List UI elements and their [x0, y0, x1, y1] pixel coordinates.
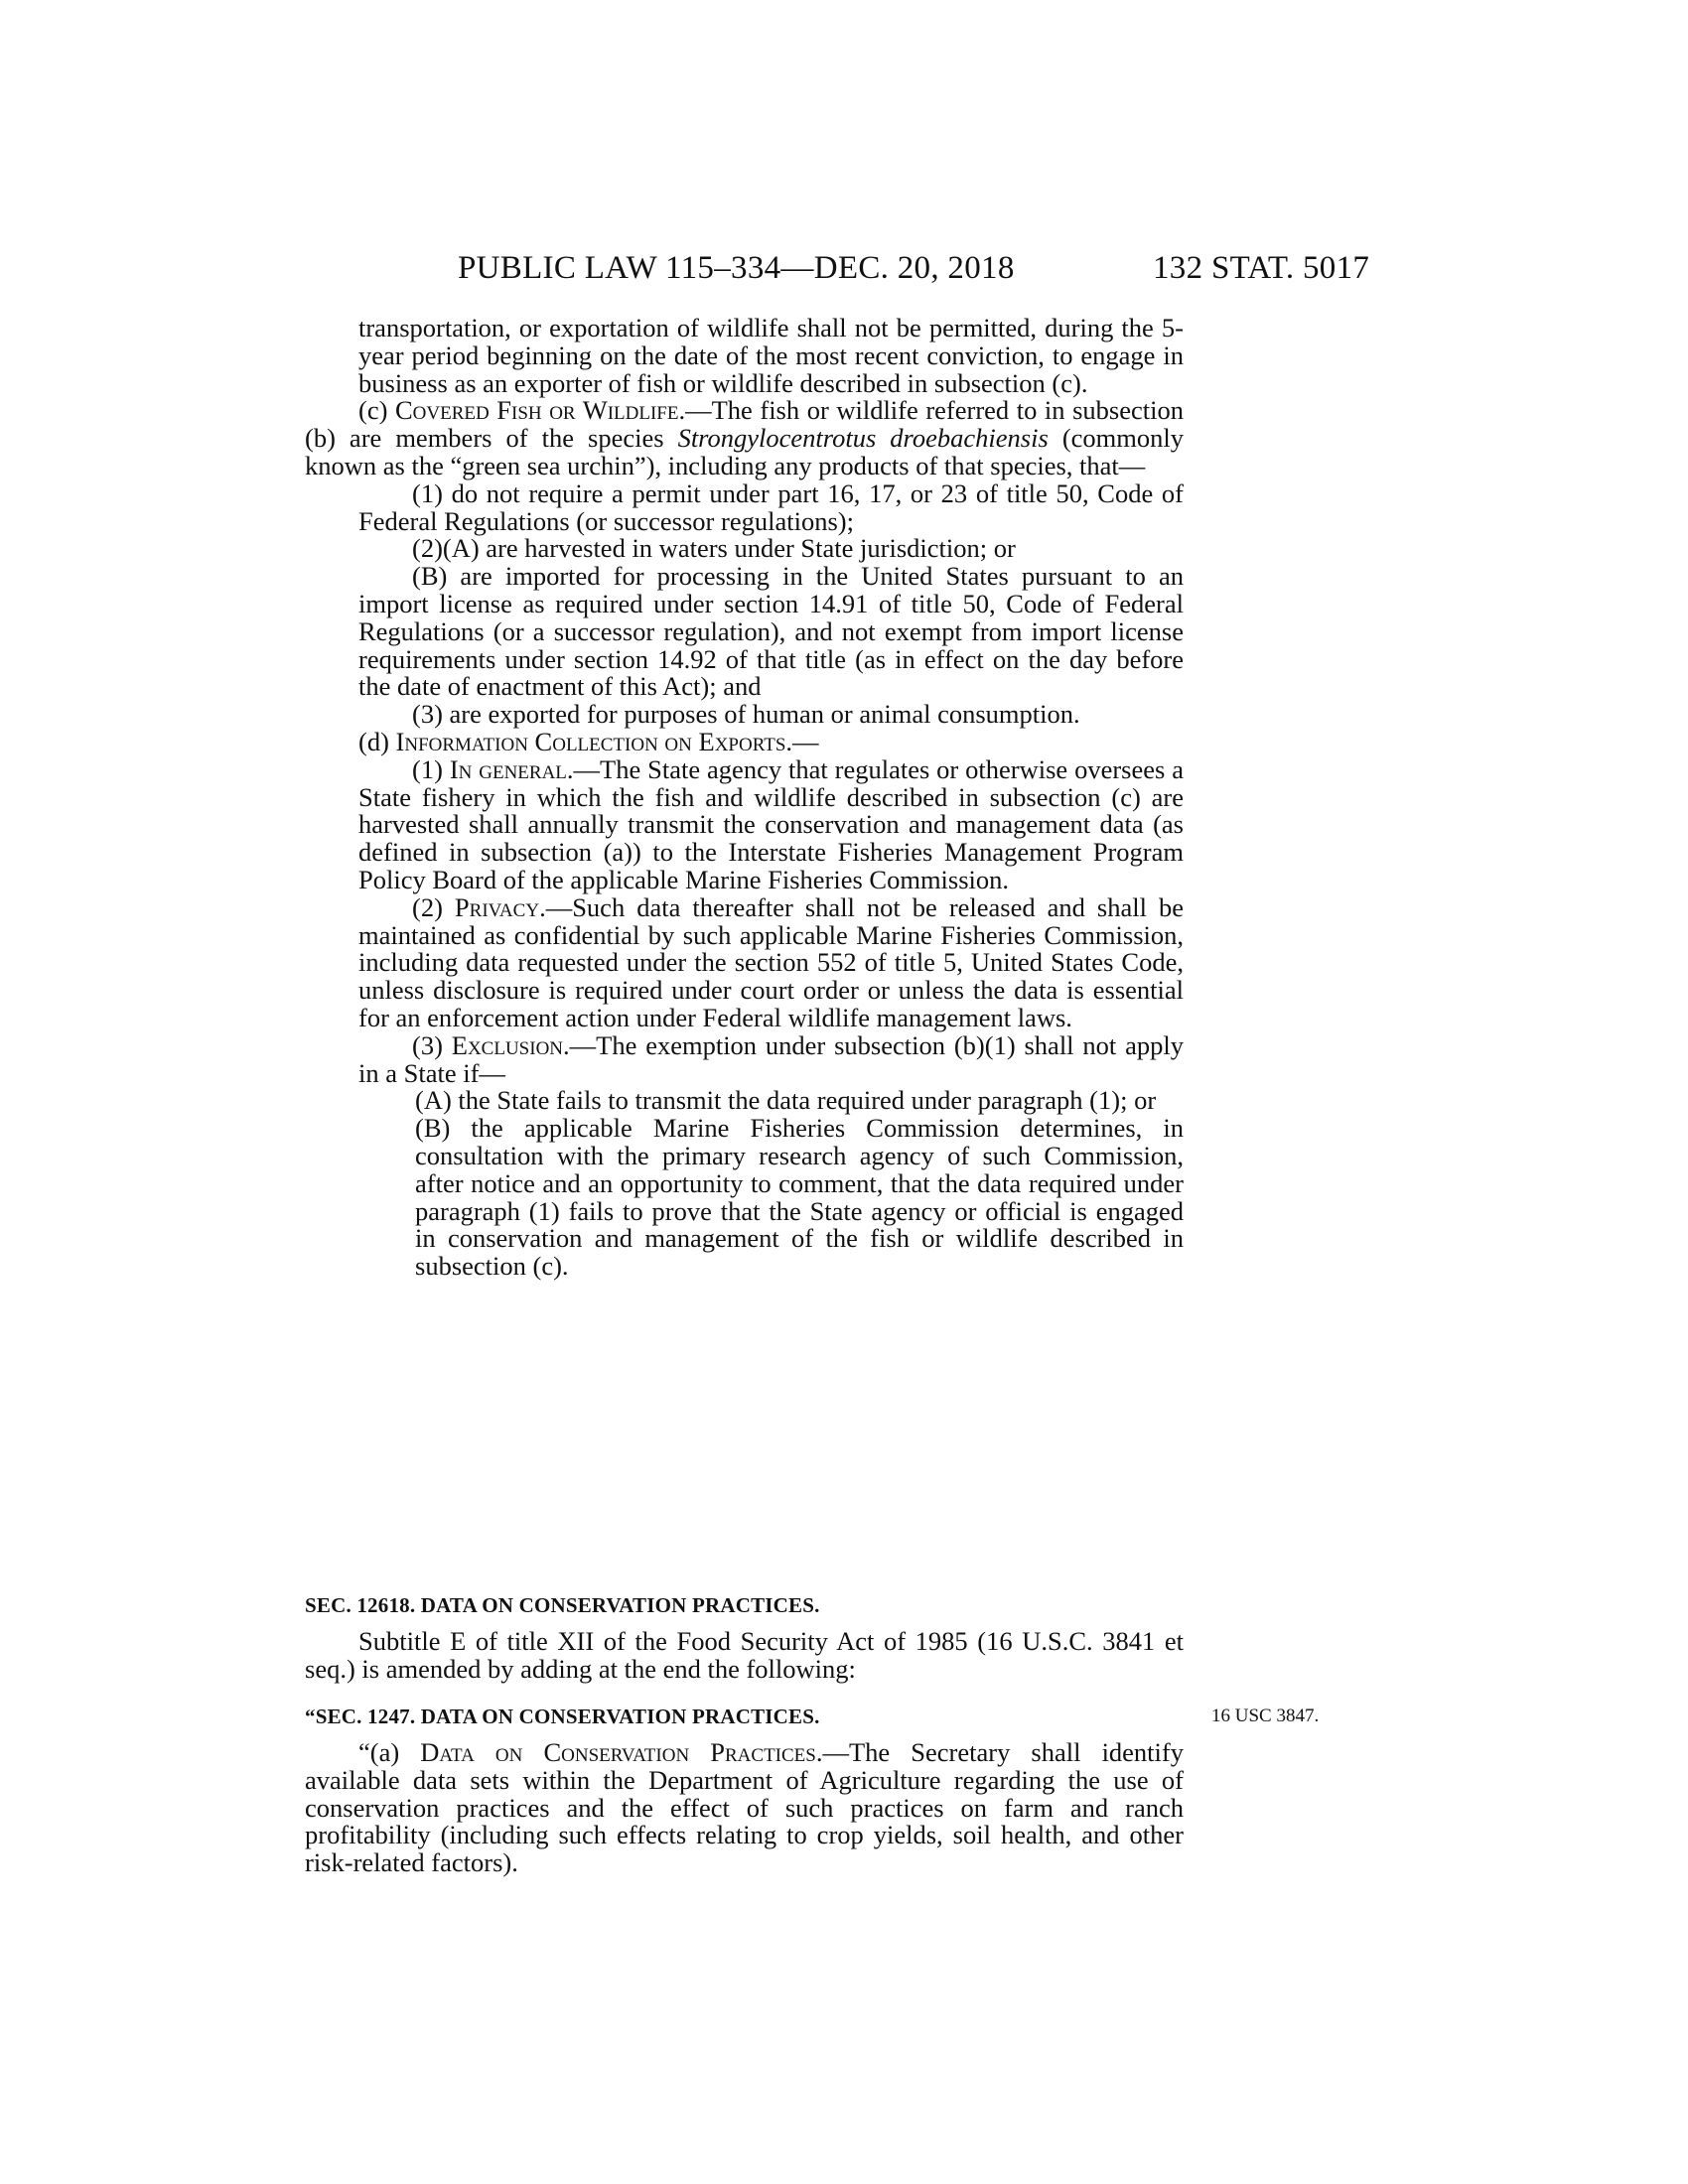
main-text-block [305, 315, 1184, 1281]
subsection-c-text-1: .—The fish or wildlife referred to in subsection (b) are members of the species [305, 395, 1184, 454]
paragraph-d2 [305, 891, 1184, 1032]
subsection-1247-a-label: “(a) [358, 1737, 421, 1767]
species-name: Strongylocentrotus droebachiensis [677, 423, 1049, 454]
paragraph-d2-text: .—Such data thereafter shall not be released and shall be maintained as confidential by such applicable Marine Fisheries Commission, including data requested under the section 552 of title 5, United States Code, unless disclosure is required under court order or unless the data is essential for an enforcement action under Federal wildlife management laws. [358, 891, 1184, 1032]
subsection-c-heading: Covered Fish or Wildlife [394, 395, 679, 426]
section-12618-text-block [305, 1628, 1184, 1684]
paragraph-c2b: (B) are imported for processing in the United States pursuant to an import license as required under section 14.91 of title 50, Code of Federal Regulations (or a successor regulation), and not exempt from import license requirements under section 14.92 of that title (as in effect on the day before the date of enactment of this Act); and [358, 561, 1184, 702]
paragraph-d3-label: (3) [412, 1029, 452, 1060]
section-1247-heading: “SEC. 1247. DATA ON CONSERVATION PRACTICES. [305, 1705, 820, 1728]
running-header-title: PUBLIC LAW 115–334—DEC. 20, 2018 [458, 250, 1015, 286]
paragraph-d1-label: (1) [412, 753, 450, 784]
continued-paragraph: transportation, or exportation of wildlife shall not be permitted, during the 5-year period beginning on the date of the most recent conviction, to engage in business as an exporter of fish or wildlife described in subsection (c). [358, 313, 1184, 398]
subsection-1247-a-text: .—The Secretary shall identify available data sets within the Department of Agriculture regarding the use of conservation practices and the effect of such practices on farm and ranch profitability (including such effects relating to crop yields, soil health, and other risk-related factors). [305, 1737, 1184, 1878]
paragraph-c1: (1) do not require a permit under part 16, 17, or 23 of title 50, Code of Federal Regulations (or successor regulations); [358, 478, 1184, 536]
paragraph-d3-heading: Exclusion [451, 1029, 564, 1060]
paragraph-d3 [305, 1029, 1185, 1088]
subsection-d [305, 726, 1184, 756]
section-1247-text-block [305, 1739, 1184, 1877]
margin-citation: 16 USC 3847. [1211, 1706, 1320, 1726]
section-12618-heading: SEC. 12618. DATA ON CONSERVATION PRACTICES. [305, 1593, 820, 1617]
subsection-d-dash: .— [785, 726, 819, 756]
subparagraph-d3a: (A) the State fails to transmit the data required under paragraph (1); or [415, 1085, 1157, 1116]
paragraph-c3: (3) are exported for purposes of human or animal consumption. [412, 699, 1080, 730]
subparagraph-d3b: (B) the applicable Marine Fisheries Commission determines, in consultation with the primary research agency of such Commission, after notice and an opportunity to comment, that the data required under paragraph (1) fails to prove that the State agency or official is engaged in conservation and management of the fish or wildlife described in subsection (c). [415, 1113, 1184, 1282]
running-header-page-number: 132 STAT. 5017 [1153, 250, 1370, 286]
paragraph-d2-label: (2) [412, 891, 455, 922]
subsection-d-heading: Information Collection on Exports [395, 726, 786, 756]
paragraph-c2a: (2)(A) are harvested in waters under State jurisdiction; or [412, 533, 1016, 564]
subsection-c [305, 397, 1184, 479]
subsection-1247-a-heading: Data on Conservation Practices [420, 1737, 816, 1767]
paragraph-d1 [305, 753, 1184, 894]
subsection-c-text-2: (commonly known as the “green sea urchin”), including any products of that species, that— [305, 423, 1184, 480]
paragraph-d1-heading: In general [449, 753, 567, 784]
paragraph-d1-text: .—The State agency that regulates or otherwise oversees a State fishery in which the fish and wildlife described in subsection (c) are harvested shall annually transmit the conservation and management data (as defined in subsection (a)) to the Interstate Fisheries Management Program Policy Board of the applicable Marine Fisheries Commission. [358, 753, 1184, 894]
subsection-1247-a [305, 1739, 1184, 1877]
paragraph-d2-heading: Privacy [454, 891, 540, 922]
paragraph-d3-text: .—The exemption under subsection (b)(1) shall not apply in a State if— [358, 1029, 1185, 1088]
section-12618-text: Subtitle E of title XII of the Food Security Act of 1985 (16 U.S.C. 3841 et seq.) is amended by adding at the end the following: [305, 1626, 1184, 1684]
subsection-c-label: (c) [358, 395, 395, 426]
subsection-d-label: (d) [358, 726, 396, 756]
